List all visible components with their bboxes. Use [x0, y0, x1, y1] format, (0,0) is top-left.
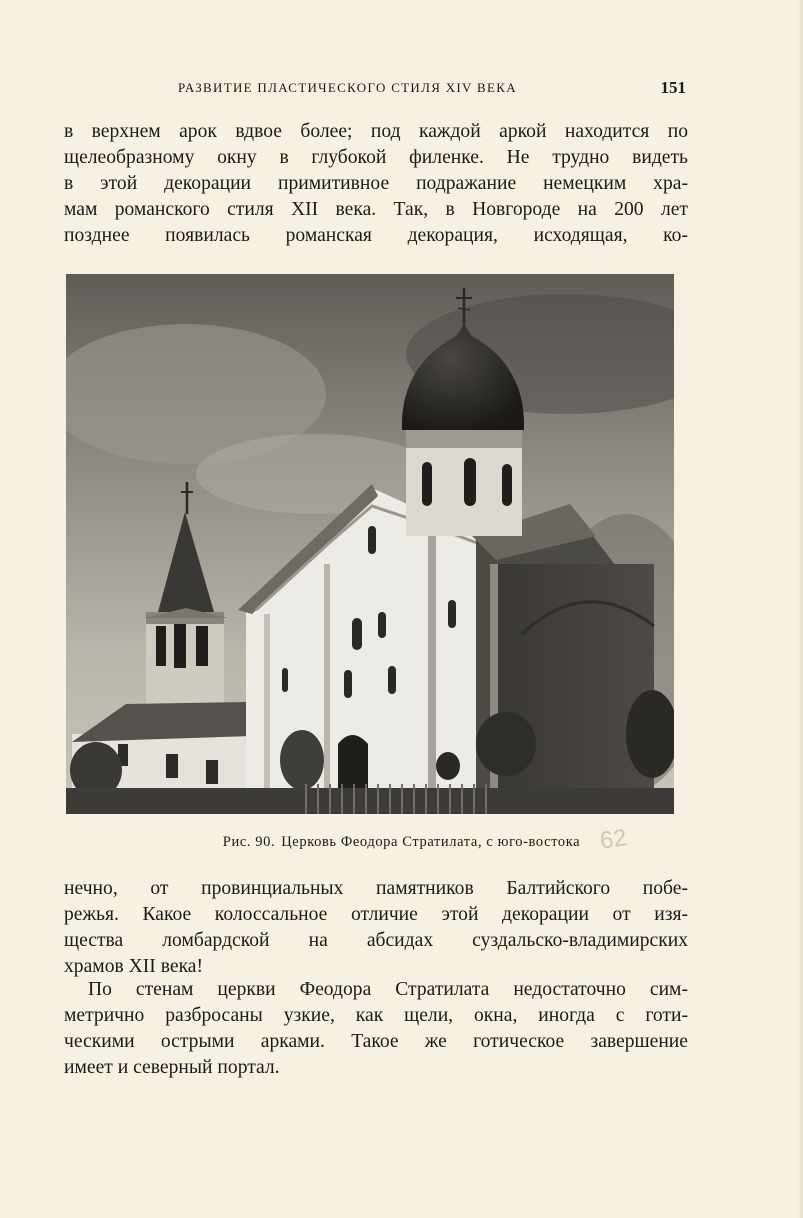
text-line: щелеобразному окну в глубокой филенке. Не трудно видеть	[64, 147, 688, 168]
figure-caption	[0, 834, 803, 851]
running-head	[178, 78, 688, 102]
text-line: в верхнем арок вдвое более; под каждой аркой находится по	[64, 121, 688, 142]
paragraph-3	[64, 977, 688, 1081]
text-line: храмов XII века!	[64, 956, 204, 977]
text-line: нечно, от провинциальных памятников Балтийского побе-	[64, 878, 688, 899]
page-number: 151	[660, 78, 686, 97]
church-photograph	[66, 274, 674, 814]
text-line: мам романского стиля XII века. Так, в Новгороде на 200 лет	[64, 199, 688, 220]
text-line: ческими острыми арками. Такое же готическое завершение	[64, 1031, 688, 1052]
running-title: РАЗВИТИЕ ПЛАСТИЧЕСКОГО СТИЛЯ XIV ВЕКА	[178, 80, 517, 95]
figure-caption-text: Церковь Феодора Стратилата, с юго-востока	[281, 834, 581, 850]
paragraph-2	[64, 876, 688, 980]
text-line: в этой декорации примитивное подражание немецким хра-	[64, 173, 688, 194]
text-line: По стенам церкви Феодора Стратилата недостаточно сим-	[88, 979, 688, 1000]
text-line: имеет и северный портал.	[64, 1057, 280, 1078]
page-edge	[797, 0, 803, 1218]
pencil-mark: 62	[598, 824, 629, 855]
text-line: позднее появилась романская декорация, исходящая, ко-	[64, 225, 688, 246]
text-line: режья. Какое колоссальное отличие этой декорации от изя-	[64, 904, 688, 925]
paragraph-1	[64, 119, 688, 249]
figure-number: Рис. 90.	[222, 834, 276, 850]
text-line: щества ломбардской на абсидах суздальско-владимирских	[64, 930, 688, 951]
text-line: метрично разбросаны узкие, как щели, окна, иногда с готи-	[64, 1005, 688, 1026]
